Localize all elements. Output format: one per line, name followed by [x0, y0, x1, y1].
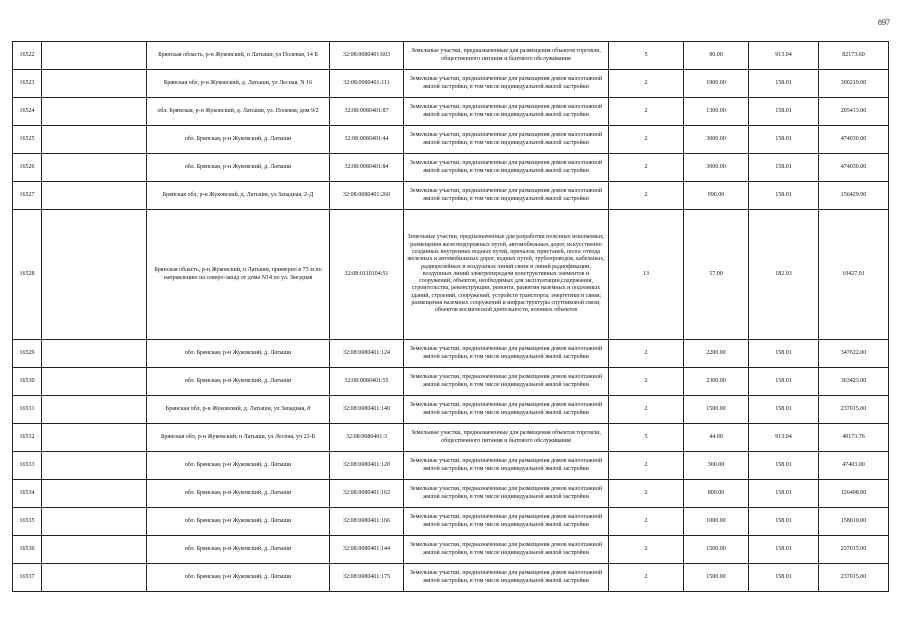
- address-cell: Брянская обл, р-н Жуковский, п Латыши, ул Лесная, уч 23-Б: [147, 424, 330, 452]
- table-row: [13, 340, 889, 368]
- record-number-cell: 16522: [13, 42, 42, 70]
- area-cell: 1900.00: [684, 70, 749, 98]
- record-number-cell: 16529: [13, 340, 42, 368]
- specific-value-cell: 158.01: [749, 70, 819, 98]
- address-cell: Брянская обл, р-н Жуковский, д. Латыши, ул Лесная, N 16: [147, 70, 330, 98]
- cadastral-value-cell: 82173.60: [819, 42, 889, 70]
- table-row: [13, 452, 889, 480]
- land-use-cell: Земельные участки, предназначенные для размещения домов малоэтажной жилой застройки, в том числе индивидуальной жилой застройки: [404, 564, 609, 592]
- address-cell: обл. Брянская, р-н Жуковский, д. Латыши: [147, 452, 330, 480]
- address-cell: обл. Брянская, р-н Жуковский, д. Латыши: [147, 126, 330, 154]
- page-number: 897: [878, 18, 890, 27]
- land-use-cell: Земельные участки, предназначенные для размещения домов малоэтажной жилой застройки, в том числе индивидуальной жилой застройки: [404, 98, 609, 126]
- blank-cell: [42, 154, 147, 182]
- land-use-cell: Земельные участки, предназначенные для размещения домов малоэтажной жилой застройки, в том числе индивидуальной жилой застройки: [404, 182, 609, 210]
- area-cell: 2300.00: [684, 368, 749, 396]
- cadastral-number-cell: 32:08:0080401:111: [330, 70, 404, 98]
- address-cell: обл. Брянская, р-н Жуковский, д. Латыши: [147, 480, 330, 508]
- specific-value-cell: 913.04: [749, 42, 819, 70]
- table-row: [13, 508, 889, 536]
- area-cell: 57.00: [684, 210, 749, 340]
- blank-cell: [42, 424, 147, 452]
- cadastral-number-cell: 32:08:0080401:166: [330, 508, 404, 536]
- area-cell: 1500.00: [684, 396, 749, 424]
- group-number-cell: 5: [609, 424, 684, 452]
- cadastral-number-cell: 32:08:0080401:124: [330, 340, 404, 368]
- cadastral-number-cell: 32:08:0080401:3: [330, 424, 404, 452]
- cadastral-value-cell: 237015.00: [819, 564, 889, 592]
- record-number-cell: 16532: [13, 424, 42, 452]
- record-number-cell: 16531: [13, 396, 42, 424]
- table-row: [13, 368, 889, 396]
- record-number-cell: 16535: [13, 508, 42, 536]
- blank-cell: [42, 98, 147, 126]
- land-use-cell: Земельные участки, предназначенные для размещения домов малоэтажной жилой застройки, в том числе индивидуальной жилой застройки: [404, 70, 609, 98]
- table-row: [13, 42, 889, 70]
- record-number-cell: 16526: [13, 154, 42, 182]
- cadastral-number-cell: 32:08:0080401:175: [330, 564, 404, 592]
- table-row: [13, 480, 889, 508]
- group-number-cell: 2: [609, 564, 684, 592]
- address-cell: Брянская область, р-н Жуковский, п Латыши, примерно в 75 м по направлению на северо-запад от дома N14 по ул. Звездная: [147, 210, 330, 340]
- area-cell: 1500.00: [684, 564, 749, 592]
- land-use-cell: Земельные участки, предназначенные для размещения объектов торговли, общественного питания и бытового обслуживания: [404, 424, 609, 452]
- table-row: [13, 154, 889, 182]
- specific-value-cell: 158.01: [749, 564, 819, 592]
- specific-value-cell: 158.01: [749, 396, 819, 424]
- area-cell: 300.00: [684, 452, 749, 480]
- group-number-cell: 2: [609, 98, 684, 126]
- specific-value-cell: 158.01: [749, 452, 819, 480]
- land-use-cell: Земельные участки, предназначенные для размещения домов малоэтажной жилой застройки, в том числе индивидуальной жилой застройки: [404, 536, 609, 564]
- cadastral-number-cell: 32:08:0080401:120: [330, 452, 404, 480]
- cadastral-value-cell: 47403.00: [819, 452, 889, 480]
- land-use-cell: Земельные участки, предназначенные для размещения домов малоэтажной жилой застройки, в том числе индивидуальной жилой застройки: [404, 508, 609, 536]
- cadastral-number-cell: 32:08:0080401:87: [330, 98, 404, 126]
- specific-value-cell: 158.01: [749, 98, 819, 126]
- record-number-cell: 16533: [13, 452, 42, 480]
- address-cell: обл. Брянская, р-н Жуковский, д. Латыши: [147, 564, 330, 592]
- land-use-cell: Земельные участки, предназначенные для размещения домов малоэтажной жилой застройки, в том числе индивидуальной жилой застройки: [404, 126, 609, 154]
- area-cell: 3000.00: [684, 126, 749, 154]
- blank-cell: [42, 340, 147, 368]
- cadastral-value-cell: 363423.00: [819, 368, 889, 396]
- record-number-cell: 16537: [13, 564, 42, 592]
- cadastral-value-cell: 300219.00: [819, 70, 889, 98]
- table-row: [13, 126, 889, 154]
- record-number-cell: 16530: [13, 368, 42, 396]
- group-number-cell: 2: [609, 70, 684, 98]
- address-cell: Брянская обл, р-н Жуковский, д. Латыши, ул Западная, 8: [147, 396, 330, 424]
- cadastral-number-cell: 32:08:0080401:144: [330, 536, 404, 564]
- record-number-cell: 16528: [13, 210, 42, 340]
- blank-cell: [42, 368, 147, 396]
- table-row: [13, 70, 889, 98]
- cadastral-value-cell: 126408.00: [819, 480, 889, 508]
- specific-value-cell: 182.93: [749, 210, 819, 340]
- area-cell: 990.00: [684, 182, 749, 210]
- cadastral-number-cell: 32:08:0080401:260: [330, 182, 404, 210]
- specific-value-cell: 158.01: [749, 182, 819, 210]
- specific-value-cell: 913.04: [749, 424, 819, 452]
- land-use-cell: Земельные участки, предназначенные для размещения домов малоэтажной жилой застройки, в том числе индивидуальной жилой застройки: [404, 396, 609, 424]
- specific-value-cell: 158.01: [749, 368, 819, 396]
- group-number-cell: 2: [609, 508, 684, 536]
- specific-value-cell: 158.01: [749, 154, 819, 182]
- address-cell: обл. Брянская, р-н Жуковский, д. Латыши: [147, 154, 330, 182]
- area-cell: 1000.00: [684, 508, 749, 536]
- land-use-cell: Земельные участки, предназначенные для разработки полезных ископаемых, размещения железнодорожных путей, автомобильных дорог, искусственно созданных внутренних водных путей, причалов, пристаней, полос отвода железных и автомобильных дорог, водных путей, трубопроводов, кабельных, радиорелейных и воздушных линий связи и линий радиофикации, воздушных линий электропередачи конструктивных элементов и сооружений, объектов, необходимых для эксплуатации,содержания, строительства, реконструкции, ремонта, развития наземных и подземных зданий, строений, сооружений, устройств транспорта, энергетики и связи; размещения наземных сооружений и инфраструктуры спутниковой связи, объектов космической деятельности, военных объектов: [404, 210, 609, 340]
- group-number-cell: 2: [609, 480, 684, 508]
- land-use-cell: Земельные участки, предназначенные для размещения домов малоэтажной жилой застройки, в том числе индивидуальной жилой застройки: [404, 452, 609, 480]
- group-number-cell: 2: [609, 368, 684, 396]
- area-cell: 2200.00: [684, 340, 749, 368]
- land-use-cell: Земельные участки, предназначенные для размещения домов малоэтажной жилой застройки, в том числе индивидуальной жилой застройки: [404, 368, 609, 396]
- record-number-cell: 16536: [13, 536, 42, 564]
- record-number-cell: 16534: [13, 480, 42, 508]
- table-row: [13, 182, 889, 210]
- cadastral-number-cell: 32:08:0080401:162: [330, 480, 404, 508]
- table-body: [13, 42, 889, 592]
- specific-value-cell: 158.01: [749, 536, 819, 564]
- blank-cell: [42, 126, 147, 154]
- blank-cell: [42, 508, 147, 536]
- address-cell: обл. Брянская, р-н Жуковский, д. Латыши: [147, 536, 330, 564]
- cadastral-value-cell: 237015.00: [819, 536, 889, 564]
- cadastral-value-cell: 156429.90: [819, 182, 889, 210]
- group-number-cell: 2: [609, 536, 684, 564]
- address-cell: обл. Брянская, р-н Жуковский, д. Латыши: [147, 508, 330, 536]
- group-number-cell: 2: [609, 154, 684, 182]
- land-use-cell: Земельные участки, предназначенные для размещения домов малоэтажной жилой застройки, в том числе индивидуальной жилой застройки: [404, 340, 609, 368]
- area-cell: 1500.00: [684, 536, 749, 564]
- address-cell: Брянская обл, р-н Жуковский, д. Латыши, ул Западная, 2-Д: [147, 182, 330, 210]
- area-cell: 3000.00: [684, 154, 749, 182]
- blank-cell: [42, 564, 147, 592]
- specific-value-cell: 158.01: [749, 340, 819, 368]
- group-number-cell: 2: [609, 340, 684, 368]
- cadastral-number-cell: 32:08:0080401:44: [330, 126, 404, 154]
- cadastral-value-cell: 10427.01: [819, 210, 889, 340]
- table-row: [13, 210, 889, 340]
- cadastral-value-cell: 205413.00: [819, 98, 889, 126]
- cadastral-value-cell: 158010.00: [819, 508, 889, 536]
- cadastral-value-cell: 474030.00: [819, 126, 889, 154]
- group-number-cell: 2: [609, 126, 684, 154]
- record-number-cell: 16525: [13, 126, 42, 154]
- blank-cell: [42, 452, 147, 480]
- address-cell: обл. Брянская, р-н Жуковский, д. Латыши: [147, 368, 330, 396]
- table-row: [13, 98, 889, 126]
- record-number-cell: 16524: [13, 98, 42, 126]
- area-cell: 44.00: [684, 424, 749, 452]
- specific-value-cell: 158.01: [749, 480, 819, 508]
- record-number-cell: 16527: [13, 182, 42, 210]
- address-cell: обл. Брянская, р-н Жуковский, д. Латыши: [147, 340, 330, 368]
- group-number-cell: 2: [609, 452, 684, 480]
- record-number-cell: 16523: [13, 70, 42, 98]
- cadastral-value-cell: 237015.00: [819, 396, 889, 424]
- cadastral-number-cell: 32:08:0080401:140: [330, 396, 404, 424]
- blank-cell: [42, 396, 147, 424]
- cadastral-number-cell: 32:08:0080401:603: [330, 42, 404, 70]
- area-cell: 800.00: [684, 480, 749, 508]
- table-row: [13, 424, 889, 452]
- table-row: [13, 536, 889, 564]
- specific-value-cell: 158.01: [749, 508, 819, 536]
- blank-cell: [42, 70, 147, 98]
- blank-cell: [42, 480, 147, 508]
- cadastral-value-cell: 347622.00: [819, 340, 889, 368]
- table-row: [13, 564, 889, 592]
- group-number-cell: 2: [609, 182, 684, 210]
- address-cell: обл. Брянская, р-н Жуковский, д. Латыши, ул. Полевая, дом 9/2: [147, 98, 330, 126]
- table-row: [13, 396, 889, 424]
- cadastral-number-cell: 32:08:0110104:51: [330, 210, 404, 340]
- cadastral-value-cell: 40173.76: [819, 424, 889, 452]
- blank-cell: [42, 182, 147, 210]
- area-cell: 1300.00: [684, 98, 749, 126]
- cadastral-number-cell: 32:08:0080401:55: [330, 368, 404, 396]
- land-use-cell: Земельные участки, предназначенные для размещения объектов торговли, общественного питания и бытового обслуживания: [404, 42, 609, 70]
- blank-cell: [42, 210, 147, 340]
- group-number-cell: 5: [609, 42, 684, 70]
- land-registry-table: [12, 41, 889, 592]
- specific-value-cell: 158.01: [749, 126, 819, 154]
- blank-cell: [42, 42, 147, 70]
- land-use-cell: Земельные участки, предназначенные для размещения домов малоэтажной жилой застройки, в том числе индивидуальной жилой застройки: [404, 480, 609, 508]
- cadastral-number-cell: 32:08:0080401:84: [330, 154, 404, 182]
- address-cell: Брянская область, р-н Жуковский, п Латыши, ул Полевая, 14 Б: [147, 42, 330, 70]
- blank-cell: [42, 536, 147, 564]
- land-use-cell: Земельные участки, предназначенные для размещения домов малоэтажной жилой застройки, в том числе индивидуальной жилой застройки: [404, 154, 609, 182]
- cadastral-value-cell: 474030.00: [819, 154, 889, 182]
- group-number-cell: 2: [609, 396, 684, 424]
- group-number-cell: 13: [609, 210, 684, 340]
- area-cell: 90.00: [684, 42, 749, 70]
